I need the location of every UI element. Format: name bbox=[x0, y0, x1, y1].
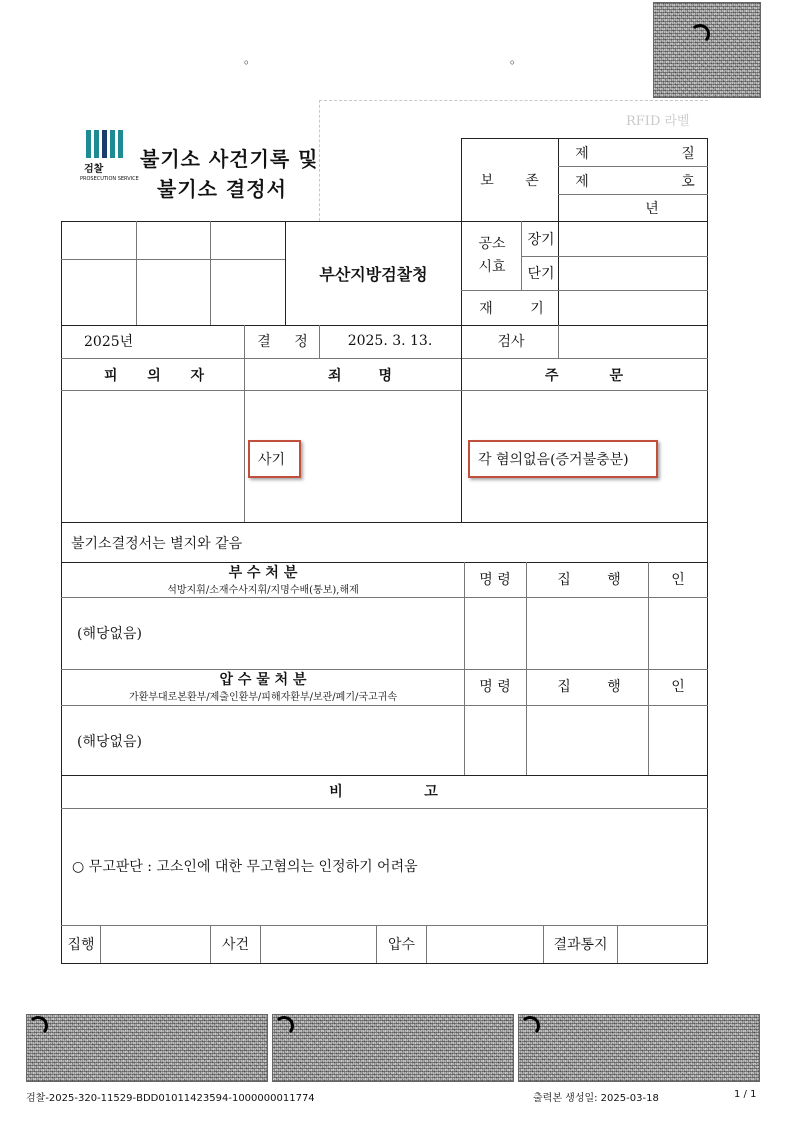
seized-order: 명 령 bbox=[479, 679, 511, 695]
footer-print-date: 출력본 생성일: 2025-03-18 bbox=[533, 1093, 659, 1104]
bottom-case: 사건 bbox=[221, 937, 250, 953]
remarks-header-2: 고 bbox=[424, 784, 438, 800]
separate-note: 불기소결정서는 별지와 같음 bbox=[71, 536, 243, 552]
seized-exec-3: 인 bbox=[671, 679, 685, 695]
prosecutor-office: 부산지방검찰청 bbox=[319, 264, 428, 284]
top-dot-right: 。 bbox=[510, 52, 523, 66]
header-crime: 죄 명 bbox=[328, 368, 392, 384]
bottom-notice: 결과통지 bbox=[553, 937, 608, 953]
decision-jeong: 정 bbox=[294, 334, 308, 350]
preservation-label-jon: 존 bbox=[525, 173, 539, 189]
decision-year: 2025년 bbox=[84, 334, 134, 350]
attached-order: 명 령 bbox=[479, 572, 511, 588]
seized-disposal-sub: 가환부대로본환부/제출인환부/피해자환부/보관/폐기/국고귀속 bbox=[128, 691, 397, 703]
statute-label-2: 시효 bbox=[478, 259, 506, 275]
preservation-je-2: 제 bbox=[575, 174, 589, 190]
header-disposition: 주 문 bbox=[545, 368, 623, 384]
re-label-2: 기 bbox=[530, 301, 544, 317]
decision-gyeol: 결 bbox=[257, 334, 271, 350]
barcode-marker-icon bbox=[274, 1016, 294, 1036]
preservation-je-1: 제 bbox=[575, 146, 589, 162]
barcode-top-right bbox=[653, 2, 761, 98]
seized-exec-2: 행 bbox=[607, 679, 621, 695]
doc-title-line1: 불기소 사건기록 및 bbox=[140, 147, 319, 171]
logo bbox=[80, 128, 139, 188]
remarks-header-1: 비 bbox=[329, 784, 343, 800]
re-label-1: 재 bbox=[479, 301, 493, 317]
attached-exec-2: 행 bbox=[607, 572, 621, 588]
attached-exec-3: 인 bbox=[671, 572, 685, 588]
seized-disposal-value: (해당없음) bbox=[77, 734, 143, 750]
attached-disposal-sub: 석방지휘/소재수사지휘/지명수배(통보),해제 bbox=[167, 584, 359, 596]
preservation-label-bo: 보 bbox=[480, 173, 494, 189]
attached-disposal-title: 부 수 처 분 bbox=[228, 565, 298, 581]
barcode-marker-icon bbox=[690, 24, 710, 44]
preservation-nyeon: 년 bbox=[645, 201, 659, 217]
crime-value: 사기 bbox=[248, 440, 301, 478]
footer-doc-id: 검찰-2025-320-11529-BDD01011423594-1000000011774 bbox=[26, 1093, 315, 1104]
statute-long: 장기 bbox=[527, 232, 555, 248]
seized-disposal-title: 압 수 물 처 분 bbox=[219, 672, 307, 688]
barcode-marker-icon bbox=[28, 1016, 48, 1036]
barcode-bottom-2 bbox=[272, 1014, 514, 1082]
remarks-text: ○ 무고판단 : 고소인에 대한 무고혐의는 인정하기 어려움 bbox=[72, 859, 418, 875]
seized-exec-1: 집 bbox=[557, 679, 571, 695]
preservation-ho: 호 bbox=[681, 174, 695, 190]
header-suspect: 피 의 자 bbox=[104, 368, 204, 384]
attached-exec-1: 집 bbox=[557, 572, 571, 588]
logo-sub: PROSECUTION SERVICE bbox=[80, 176, 139, 182]
bottom-seizure: 압수 bbox=[387, 937, 416, 953]
bottom-exec: 집행 bbox=[67, 937, 95, 953]
barcode-marker-icon bbox=[520, 1016, 540, 1036]
attached-disposal-value: (해당없음) bbox=[77, 626, 143, 642]
barcode-bottom-3 bbox=[518, 1014, 760, 1082]
top-dot-left: 。 bbox=[244, 52, 257, 66]
barcode-bottom-1 bbox=[26, 1014, 268, 1082]
decision-date: 2025. 3. 13. bbox=[347, 333, 433, 349]
logo-name: 검찰 bbox=[84, 164, 104, 175]
statute-label-1: 공소 bbox=[478, 236, 506, 252]
statute-short: 단기 bbox=[527, 266, 555, 282]
doc-title-line2: 불기소 결정서 bbox=[157, 177, 287, 201]
disposition-value: 각 혐의없음(증거불충분) bbox=[468, 440, 658, 478]
footer-page: 1 / 1 bbox=[734, 1089, 757, 1100]
rfid-label: RFID 라벨 bbox=[626, 114, 690, 129]
preservation-jil: 질 bbox=[681, 146, 695, 162]
prosecution-logo-icon bbox=[80, 128, 128, 160]
prosecutor-label: 검사 bbox=[497, 334, 525, 350]
